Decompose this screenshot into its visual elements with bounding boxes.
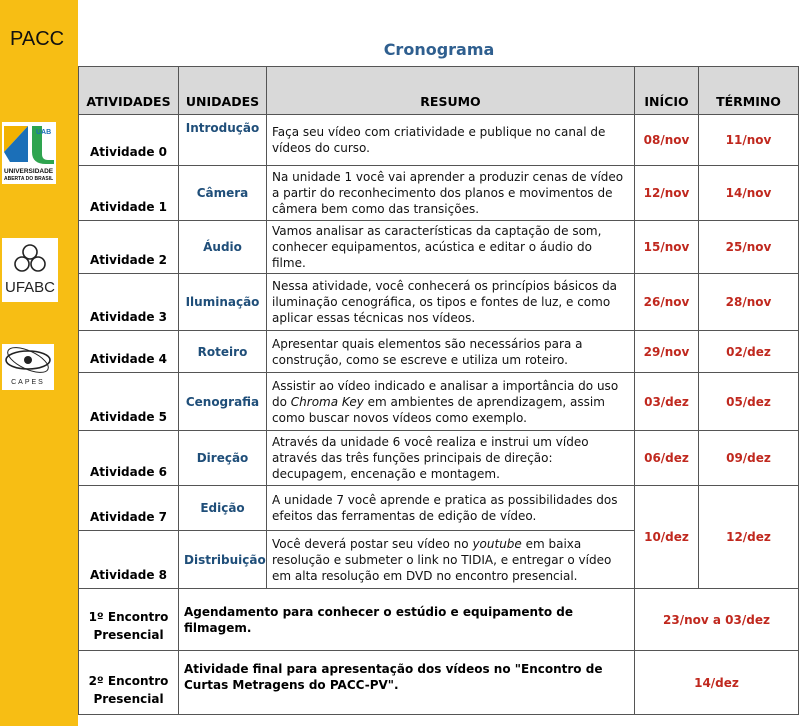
uab-logo-text: UAB	[36, 129, 52, 136]
unidade-cell: Câmera	[179, 166, 267, 221]
resumo-cell: A unidade 7 você aprende e pratica as possibilidades dos efeitos das ferramentas de edição de vídeo.	[267, 486, 635, 531]
inicio-cell: 06/dez	[635, 431, 699, 486]
atividade-cell: Atividade 2	[79, 221, 179, 274]
svg-text:UNIVERSIDADE: UNIVERSIDADE	[4, 168, 54, 175]
inicio-cell: 29/nov	[635, 331, 699, 373]
termino-cell: 25/nov	[699, 221, 799, 274]
resumo-cell: Através da unidade 6 você realiza e instrui um vídeo através das três funções principais de direção: decupagem, encenação e montagem.	[267, 431, 635, 486]
termino-cell: 14/nov	[699, 166, 799, 221]
table-row	[79, 486, 799, 531]
table-row	[79, 373, 799, 431]
table-row-encontro	[79, 589, 799, 651]
inicio-cell: 12/nov	[635, 166, 699, 221]
capes-logo	[2, 344, 54, 390]
table-row	[79, 166, 799, 221]
unidade-cell: Áudio	[179, 221, 267, 274]
table-row	[79, 431, 799, 486]
atividade-cell: Atividade 1	[79, 166, 179, 221]
unidade-cell: Roteiro	[179, 331, 267, 373]
atividade-cell: Atividade 7	[79, 486, 179, 531]
uab-logo	[2, 122, 56, 184]
resumo-cell: Nessa atividade, você conhecerá os princípios básicos da iluminação cenográfica, os tipos e fontes de luz, e como aplicar essas técnicas nos vídeos.	[267, 274, 635, 331]
inicio-cell: 08/nov	[635, 115, 699, 166]
header-inicio: INÍCIO	[635, 67, 699, 115]
termino-cell: 12/dez	[699, 486, 799, 589]
encontro-periodo-cell: 14/dez	[635, 651, 799, 715]
header-unidades: UNIDADES	[179, 67, 267, 115]
resumo-cell: Apresentar quais elementos são necessários para a construção, como se escreve e utiliza um roteiro.	[267, 331, 635, 373]
ufabc-logo	[2, 238, 58, 302]
unidade-cell: Cenografia	[179, 373, 267, 431]
inicio-cell: 15/nov	[635, 221, 699, 274]
termino-cell: 28/nov	[699, 274, 799, 331]
resumo-cell: Na unidade 1 você vai aprender a produzir cenas de vídeo a partir do reconhecimento dos planos e movimentos de câmera bem como das transições.	[267, 166, 635, 221]
inicio-cell: 03/dez	[635, 373, 699, 431]
svg-text:ABERTA DO BRASIL: ABERTA DO BRASIL	[4, 176, 54, 182]
table-row	[79, 331, 799, 373]
termino-cell: 09/dez	[699, 431, 799, 486]
resumo-cell: Você deverá postar seu vídeo no youtube em baixa resolução e submeter o link no TIDIA, e entregar o vídeo em alta resolução em DVD no encontro presencial.	[267, 531, 635, 589]
header-termino: TÉRMINO	[699, 67, 799, 115]
table-row	[79, 221, 799, 274]
termino-cell: 02/dez	[699, 331, 799, 373]
encontro-periodo-cell: 23/nov a 03/dez	[635, 589, 799, 651]
unidade-cell: Iluminação	[179, 274, 267, 331]
atividade-cell: Atividade 0	[79, 115, 179, 166]
termino-cell: 05/dez	[699, 373, 799, 431]
sidebar	[0, 0, 78, 726]
schedule-table	[78, 66, 799, 715]
table-row-encontro	[79, 651, 799, 715]
table-row	[79, 274, 799, 331]
atividade-cell: Atividade 4	[79, 331, 179, 373]
resumo-cell: Vamos analisar as características da captação de som, conhecer equipamentos, acústica e editar o áudio do filme.	[267, 221, 635, 274]
resumo-cell: Faça seu vídeo com criatividade e publique no canal de vídeos do curso.	[267, 115, 635, 166]
ufabc-logo-text: UFABC	[4, 279, 56, 296]
inicio-cell: 26/nov	[635, 274, 699, 331]
atividade-cell: Atividade 8	[79, 531, 179, 589]
header-resumo: RESUMO	[267, 67, 635, 115]
atividade-cell: Atividade 3	[79, 274, 179, 331]
atividade-cell: Atividade 6	[79, 431, 179, 486]
unidade-cell: Introdução	[179, 115, 267, 166]
unidade-cell: Direção	[179, 431, 267, 486]
table-header-row	[79, 67, 799, 115]
encontro-descricao-cell: Agendamento para conhecer o estúdio e equipamento de filmagem.	[179, 589, 635, 651]
unidade-cell: Distribuição	[179, 531, 267, 589]
brand-label: PACC	[10, 28, 65, 50]
encontro-label-cell: 1º Encontro Presencial	[79, 589, 179, 651]
header-atividades: ATIVIDADES	[79, 67, 179, 115]
page-title: Cronograma	[383, 40, 495, 59]
resumo-cell: Assistir ao vídeo indicado e analisar a importância do uso do Chroma Key em ambientes de aprendizagem, assim como buscar novos vídeos como exemplo.	[267, 373, 635, 431]
unidade-cell: Edição	[179, 486, 267, 531]
encontro-label-cell: 2º Encontro Presencial	[79, 651, 179, 715]
table-row	[79, 115, 799, 166]
capes-logo-text: CAPES	[11, 379, 45, 386]
atividade-cell: Atividade 5	[79, 373, 179, 431]
termino-cell: 11/nov	[699, 115, 799, 166]
inicio-cell: 10/dez	[635, 486, 699, 589]
encontro-descricao-cell: Atividade final para apresentação dos vídeos no "Encontro de Curtas Metragens do PACC-PV".	[179, 651, 635, 715]
